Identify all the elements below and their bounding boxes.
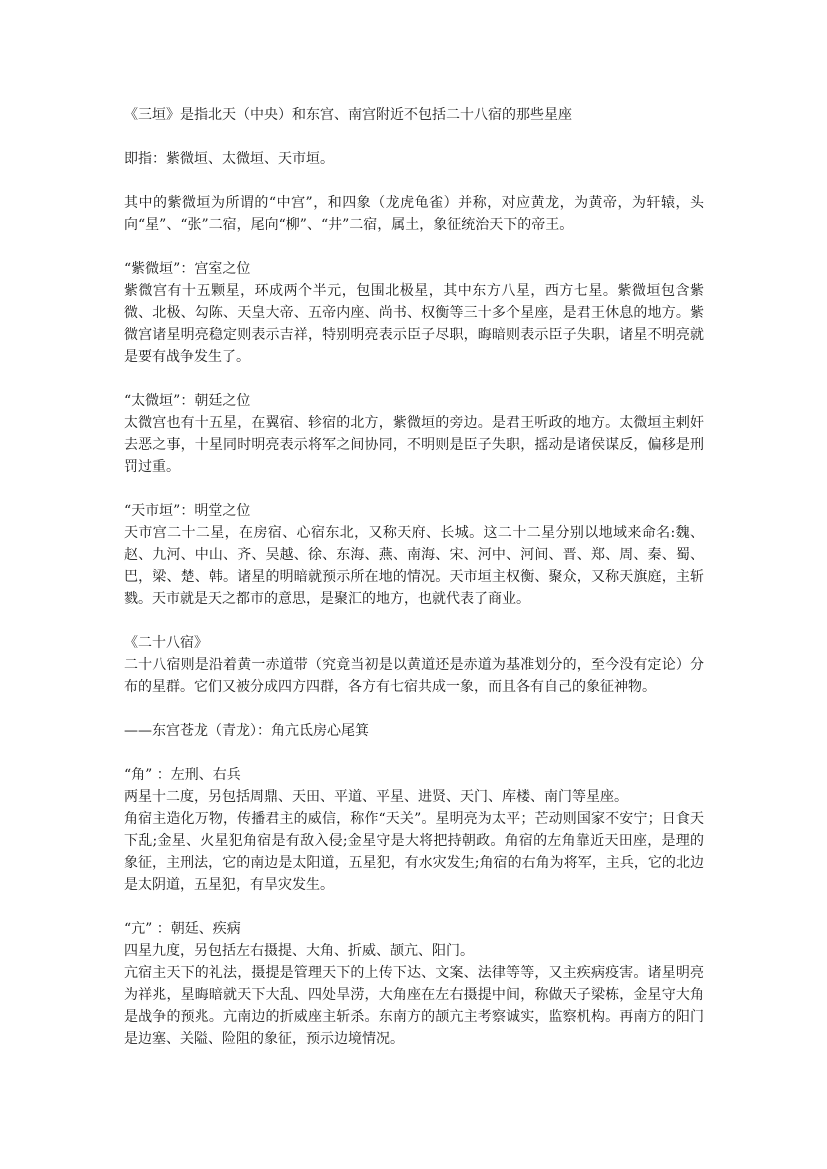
section-heading: 《二十八宿》: [124, 635, 208, 651]
mansion-line: 角宿主造化万物，传播君主的威信，称作“天关”。星明亮为太平；芒动则国家不安宁；日食天下乱;金星、火星犯角宿是有敌入侵;金星守是大将把持朝政。角宿的左角靠近天田座，是理的象征，主刑法，它的南边是太阳道，五星犯，有水灾发生;角宿的右角为将军，主兵，它的北边是太阴道，五星犯，有旱灾发生。: [124, 811, 704, 893]
section-heading: “天市垣”：明堂之位: [124, 503, 251, 519]
document-page: [124, 104, 704, 1072]
intro-paragraph: 《三垣》是指北天（中央）和东宫、南宫附近不包括二十八宿的那些星座: [124, 107, 572, 123]
section-body: 二十八宿则是沿着黄一赤道带（究竟当初是以黄道还是赤道为基准划分的，至今没有定论）分布的星群。它们又被分成四方四群，各方有七宿共成一象，而且各有自己的象征神物。: [124, 657, 704, 695]
section-body: 紫微宫有十五颗星，环成两个半元，包围北极星，其中东方八星，西方七星。紫微垣包含紫微、北极、勾陈、天皇大帝、五帝内座、尚书、权衡等三十多个星座，是君王休息的地方。紫微宫诸星明亮稳定则表示吉祥，特别明亮表示臣子尽职，晦暗则表示臣子失职，诸星不明亮就是要有战争发生了。: [124, 283, 704, 365]
namely-paragraph: 即指：紫微垣、太微垣、天市垣。: [124, 151, 334, 167]
section-tianshi: [124, 500, 704, 610]
mansion-kang: [124, 918, 704, 1050]
mansion-jiao: [124, 764, 704, 896]
section-body: 太微宫也有十五星，在翼宿、轸宿的北方，紫微垣的旁边。是君王听政的地方。太微垣主剌奸去恶之事，十星同时明亮表示将军之间协同，不明则是臣子失职，摇动是诸侯谋反，偏移是刑罚过重。: [124, 415, 704, 475]
mansion-heading: “角” ：左刑、右兵: [124, 767, 241, 783]
section-heading: “太微垣”：朝廷之位: [124, 393, 251, 409]
section-ziwei: [124, 258, 704, 368]
east-palace-heading: ——东宫苍龙（青龙）：角亢氐房心尾箕: [124, 723, 369, 739]
mansion-heading: “亢” ：朝廷、疾病: [124, 921, 241, 937]
mansion-line: 两星十二度，另包括周鼎、天田、平道、平星、进贤、天门、库楼、南门等星座。: [124, 789, 628, 805]
section-body: 天市宫二十二星，在房宿、心宿东北，又称天府、长城。这二十二星分别以地域来命名:魏、赵、九河、中山、齐、吴越、徐、东海、燕、南海、宋、河中、河间、晋、郑、周、秦、蜀、巴，梁、楚、韩。诸星的明暗就预示所在地的情况。天市垣主权衡、聚众，又称天旗庭，主斩戮。天市就是天之都市的意思，是聚汇的地方，也就代表了商业。: [124, 525, 704, 607]
ziwei-overview-paragraph: 其中的紫微垣为所谓的“中宫”，和四象（龙虎龟雀）并称，对应黄龙，为黄帝，为轩辕，头向“星”、“张”二宿，尾向“柳”、“井”二宿，属土，象征统治天下的帝王。: [124, 195, 704, 233]
section-taiwei: [124, 390, 704, 478]
mansion-line: 亢宿主天下的礼法，摄提是管理天下的上传下达、文案、法律等等，又主疾病疫害。诸星明亮为祥兆，星晦暗就天下大乱、四处旱涝，大角座在左右摄提中间，称做天子梁栋，金星守大角是战争的预兆。亢南边的折威座主斩杀。东南方的颉亢主考察诚实，监察机构。再南方的阳门是边塞、关隘、险阻的象征，预示边境情况。: [124, 965, 704, 1047]
mansion-line: 四星九度，另包括左右摄提、大角、折威、颉亢、阳门。: [124, 943, 474, 959]
section-28-mansions: [124, 632, 704, 698]
section-heading: “紫微垣”：宫室之位: [124, 261, 251, 277]
